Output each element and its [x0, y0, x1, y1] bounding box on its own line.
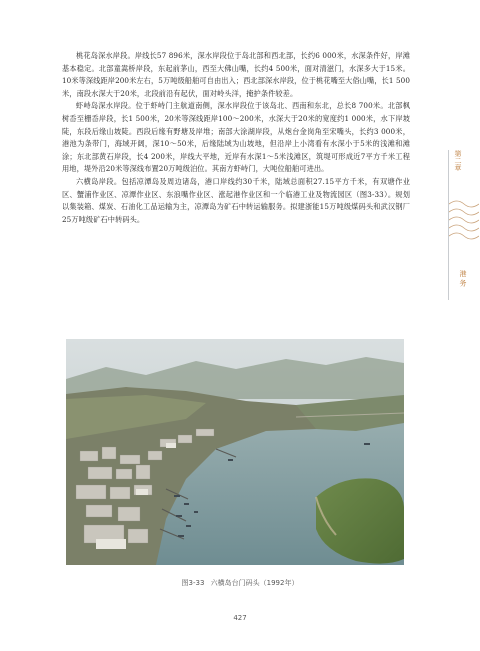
figure-caption	[0, 578, 480, 588]
figure-number: 图3-33	[181, 579, 205, 587]
body-text	[62, 50, 410, 226]
harbor-aerial-image	[66, 339, 404, 565]
side-chapter-label: 第二章	[454, 150, 462, 171]
page-number: 427	[233, 614, 247, 622]
side-chapter-tab	[448, 150, 475, 300]
side-section-label: 港 务	[459, 270, 467, 287]
paragraph-xiazhi: 虾峙岛深水岸段。位于虾峙门主航道南侧，深水岸段位于该岛北、西南和东北，总长8 700米。北部枫树岙至栅岙岸段，长1 500米，20米等深线距岸100～200米，水深大于20米的宽度约1 000米，水下岸坡陡，东段后缘山坡陡。西段后缘有野塘及岸堆；南部大涂湖岸段，从炮台金岗角至宋嘴头，长约3 000米，港池为条带门，海域开阔，深10～50米，后缘陆域为山坡地，但沿岸上小湾看有水深小于5米的浅滩和滩涂；东北部黄石岸段，长4 200米，岸线大平地，近岸有水深1～5米浅滩区，筑堤可形成近7平方千米工程用地，堤外沿20米等深线布置20万吨级泊位。其南方虾峙门，大吨位船舶可进出。	[62, 101, 410, 174]
figure-title: 六横岛台门码头（1992年）	[210, 579, 299, 587]
paragraph-liuheng: 六横岛岸段。包括凉潭岛及周边诸岛，港口岸线约30千米，陆域总面积27.15平方千米，有双塘作业区、蟹浦作业区、凉潭作业区、东浪嘴作业区、涨起港作业区和一个临港工业及物流园区（图3-33）。规划以集装箱、煤炭、石油化工品运输为主，凉潭岛为矿石中转运输服务。拟建浙能15万吨级煤码头和武汉钢厂25万吨级矿石中转码头。	[62, 176, 410, 224]
harbor-photo	[66, 339, 404, 565]
wave-icon	[449, 190, 479, 250]
paragraph-taohua: 桃花岛深水岸段。岸线长57 896米，深水岸段位于岛北部和西北部，长约6 000米，水深条件好，岸滩基本稳定。北部童嵩桥岸段，东起前茅山，西至大佛山嘴，长约4 500米，面对清滋门，水深多大于15米。10米等深线距岸200米左右，5万吨级船舶可自由出入；西北部深水岸段，位于桃花嘴至大俗山嘴，长1 500米，南段水深大于20米，北段前沿有起伏，面对岭头洋，掩护条件较差。	[62, 51, 410, 98]
